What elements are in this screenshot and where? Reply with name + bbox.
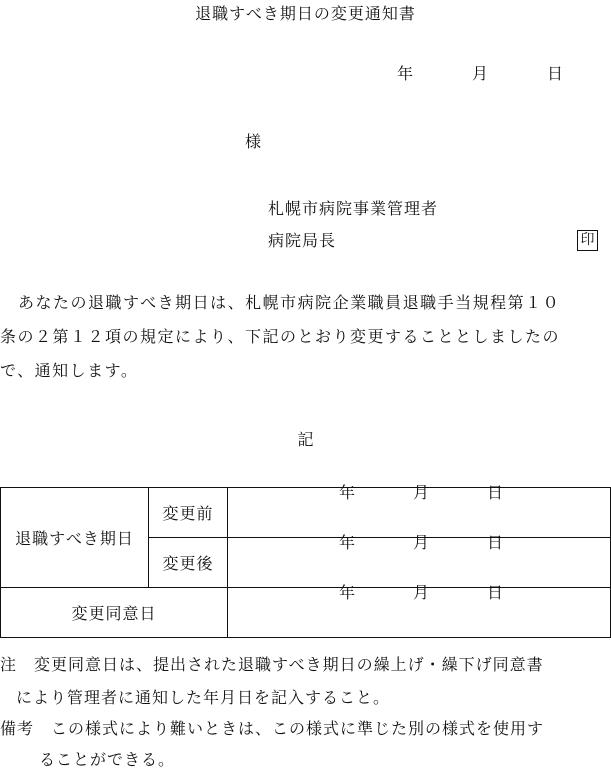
period-label-cell (1, 488, 149, 588)
date-table (0, 483, 611, 638)
before-year-label: 年 (339, 483, 356, 502)
table-row-before (1, 488, 611, 538)
table-row-consent (1, 588, 611, 638)
recipient-suffix: 様 (245, 132, 262, 151)
remark-line-2: ることができる。 (39, 750, 176, 769)
before-day-label: 日 (487, 483, 504, 502)
after-label: 変更後 (162, 554, 214, 573)
note-line-1: 注 変更同意日は、提出された退職すべき期日の繰上げ・繰下げ同意書 (0, 655, 544, 674)
period-label: 退職すべき期日 (15, 529, 134, 548)
consent-date-cell[interactable] (228, 583, 611, 638)
consent-label-cell (1, 588, 228, 638)
date-year-label: 年 (397, 64, 414, 83)
seal-mark: 印 (577, 230, 598, 251)
note-line-2: により管理者に通知した年月日を記入すること。 (16, 688, 391, 707)
consent-label: 変更同意日 (71, 604, 157, 623)
date-day-label: 日 (547, 64, 564, 83)
before-month-label: 月 (413, 483, 430, 502)
consent-day-label: 日 (487, 583, 504, 602)
document-title: 退職すべき期日の変更通知書 (195, 4, 416, 23)
consent-month-label: 月 (413, 583, 430, 602)
body-line-3: で、通知します。 (0, 361, 139, 380)
consent-year-label: 年 (339, 583, 356, 602)
after-label-cell (149, 538, 228, 588)
body-line-2: 条の２第１２項の規定により、下記のとおり変更することとしましたの (0, 327, 561, 346)
before-label-cell (149, 488, 228, 538)
remark-line-1: 備考 この様式により難いときは、この様式に準じた別の様式を使用す (0, 719, 545, 738)
after-month-label: 月 (413, 533, 430, 552)
body-line-1: あなたの退職すべき期日は、札幌市病院企業職員退職手当規程第１０ (18, 293, 561, 312)
issuer-name: 病院局長 (268, 231, 337, 250)
ki-heading: 記 (297, 430, 314, 449)
after-day-label: 日 (487, 533, 504, 552)
after-year-label: 年 (339, 533, 356, 552)
issuer-title: 札幌市病院事業管理者 (268, 199, 439, 218)
before-label: 変更前 (162, 504, 214, 523)
date-month-label: 月 (472, 64, 489, 83)
